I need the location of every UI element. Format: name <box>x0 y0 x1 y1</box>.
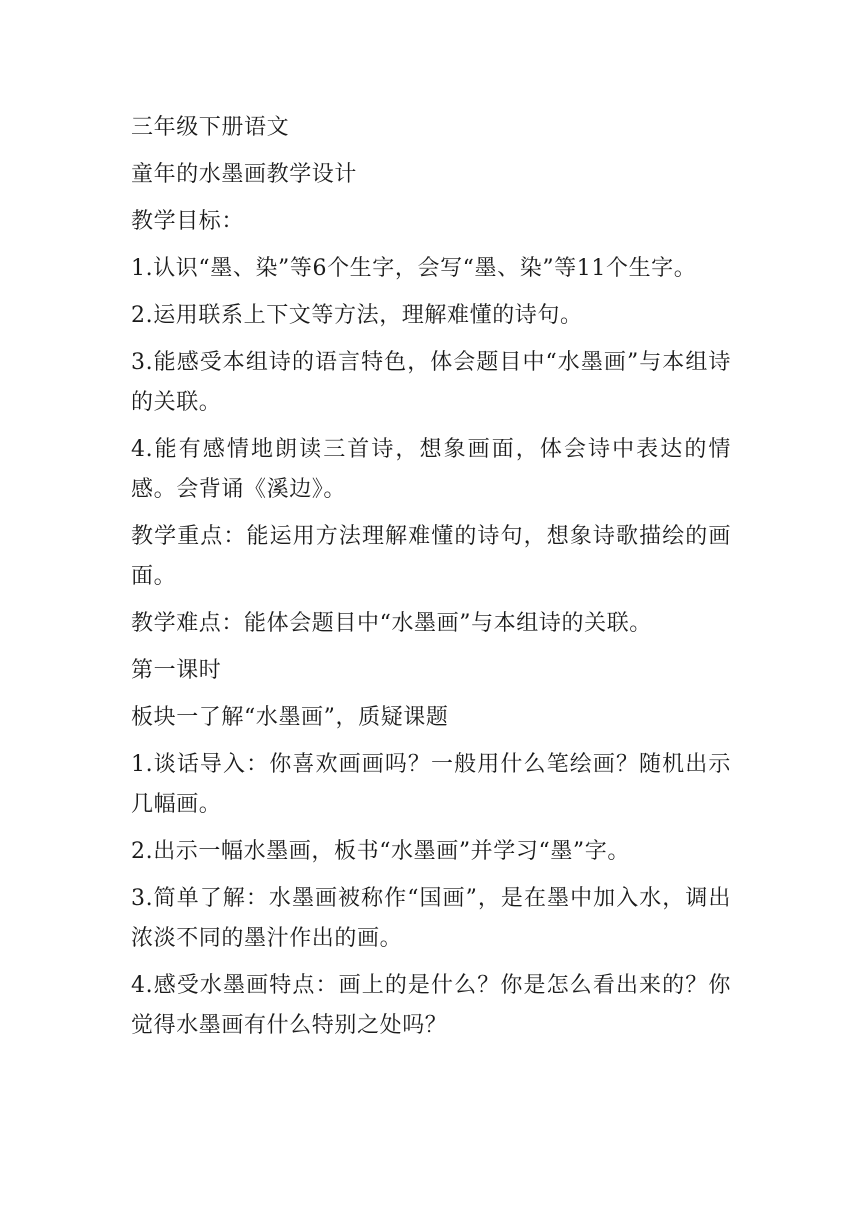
lesson-title: 童年的水墨画教学设计 <box>131 162 358 187</box>
objective-item-4: 4.能有感情地朗读三首诗，想象画面，体会诗中表达的情感。会背诵《溪边》。 <box>131 437 731 502</box>
teaching-focus: 教学重点：能运用方法理解难懂的诗句，想象诗歌描绘的画面。 <box>131 524 731 589</box>
step-item-1: 1.谈话导入：你喜欢画画吗？一般用什么笔绘画？随机出示几幅画。 <box>131 752 731 817</box>
objective-item-1: 1.认识“墨、染”等6个生字，会写“墨、染”等11个生字。 <box>131 256 697 281</box>
step-item-2: 2.出示一幅水墨画，板书“水墨画”并学习“墨”字。 <box>131 839 630 864</box>
section-heading-objectives: 教学目标： <box>131 209 245 234</box>
step-item-3: 3.简单了解：水墨画被称作“国画”，是在墨中加入水，调出浓淡不同的墨汁作出的画。 <box>131 886 731 951</box>
objective-item-2: 2.运用联系上下文等方法，理解难懂的诗句。 <box>131 303 583 328</box>
teaching-difficulty: 教学难点：能体会题目中“水墨画”与本组诗的关联。 <box>131 611 652 636</box>
grade-subject-line: 三年级下册语文 <box>131 115 290 140</box>
objective-item-3: 3.能感受本组诗的语言特色，体会题目中“水墨画”与本组诗的关联。 <box>131 350 731 415</box>
step-item-4: 4.感受水墨画特点：画上的是什么？你是怎么看出来的？你觉得水墨画有什么特别之处吗？ <box>131 973 731 1038</box>
module-heading: 板块一了解“水墨画”，质疑课题 <box>131 705 449 730</box>
document-body <box>131 108 731 1053</box>
lesson-period-heading: 第一课时 <box>131 658 222 683</box>
